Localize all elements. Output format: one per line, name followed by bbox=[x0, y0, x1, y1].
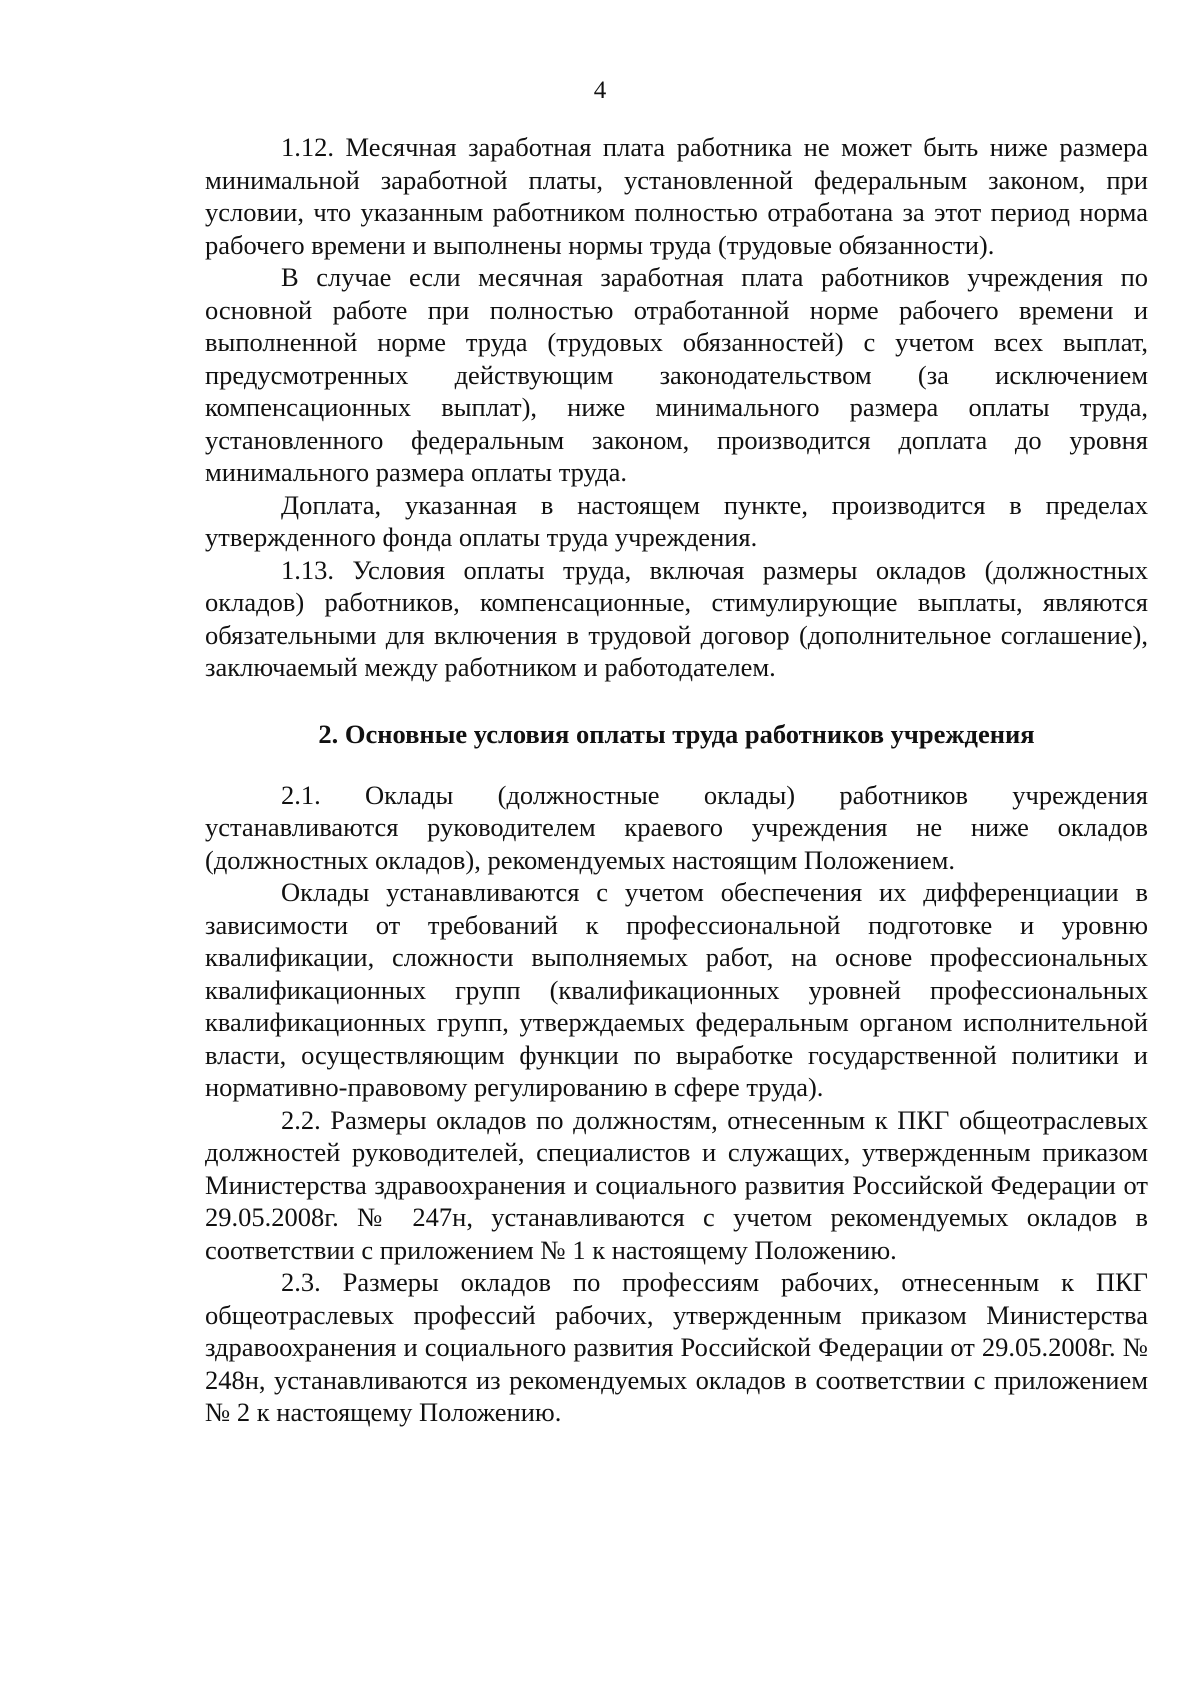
paragraph-2-1: 2.1. Оклады (должностные оклады) работников учреждения устанавливаются руководителем краевого учреждения не ниже окладов (должностных окладов), рекомендуемых настоящим Положением. bbox=[205, 779, 1148, 875]
document-body bbox=[205, 131, 1148, 1429]
section-2-heading: 2. Основные условия оплаты труда работников учреждения bbox=[318, 718, 1035, 749]
paragraph-2-1-differentiation: Оклады устанавливаются с учетом обеспечения их дифференциации в зависимости от требований к профессиональной подготовке и уровню квалификации, сложности выполняемых работ, на основе профессиональных квалификационных групп (квалификационных уровней профессиональных квалификационных групп, утверждаемых федеральным органом исполнительной власти, осуществляющим функции по выработке государственной политики и нормативно-правовому регулированию в сфере труда). bbox=[205, 877, 1148, 1102]
paragraph-1-13: 1.13. Условия оплаты труда, включая размеры окладов (должностных окладов) работников, компенсационные, стимулирующие выплаты, являются обязательными для включения в трудовой договор (дополнительное соглашение), заключаемый между работником и работодателем. bbox=[205, 554, 1148, 682]
paragraph-1-12: 1.12. Месячная заработная плата работника не может быть ниже размера минимальной заработной платы, установленной федеральным законом, при условии, что указанным работником полностью отработана за этот период норма рабочего времени и выполнены нормы труда (трудовые обязанности). bbox=[205, 132, 1148, 260]
paragraph-1-12-supplement-limit: Доплата, указанная в настоящем пункте, производится в пределах утвержденного фонда оплаты труда учреждения. bbox=[205, 489, 1148, 552]
paragraph-2-3: 2.3. Размеры окладов по профессиям рабочих, отнесенным к ПКГ общеотраслевых профессий рабочих, утвержденным приказом Министерства здравоохранения и социального развития Российской Федерации от 29.05.2008г. № 248н, устанавливаются из рекомендуемых окладов в соответствии с приложением № 2 к настоящему Положению. bbox=[205, 1267, 1148, 1427]
paragraph-2-2: 2.2. Размеры окладов по должностям, отнесенным к ПКГ общеотраслевых должностей руководителей, специалистов и служащих, утвержденным приказом Министерства здравоохранения и социального развития Российской Федерации от 29.05.2008г. № 247н, устанавливаются с учетом рекомендуемых окладов в соответствии с приложением № 1 к настоящему Положению. bbox=[205, 1104, 1148, 1265]
page-number: 4 bbox=[593, 77, 607, 104]
paragraph-1-12-minimum-wage-supplement: В случае если месячная заработная плата работников учреждения по основной работе при полностью отработанной норме рабочего времени и выполненной норме труда (трудовых обязанностей) с учетом всех выплат, предусмотренных действующим законодательством (за исключением компенсационных выплат), ниже минимального размера оплаты труда, установленного федеральным законом, производится доплата до уровня минимального размера оплаты труда. bbox=[205, 262, 1148, 487]
